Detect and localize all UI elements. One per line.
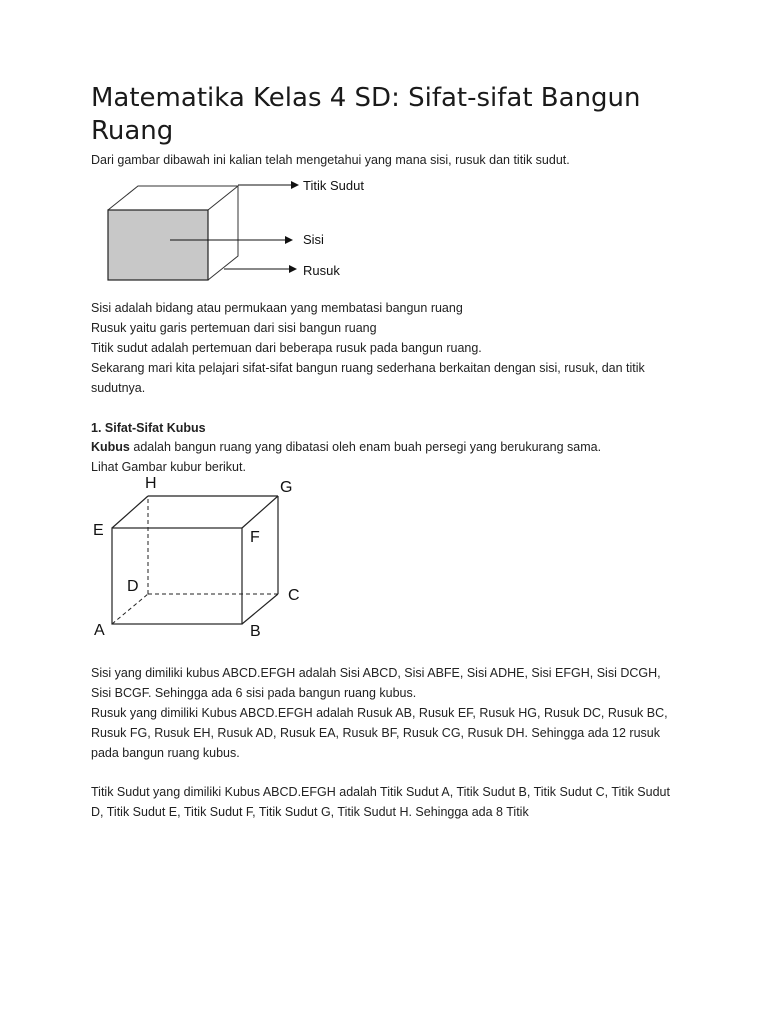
- titik-sudut-paragraph: Titik Sudut yang dimiliki Kubus ABCD.EFGH adalah Titik Sudut A, Titik Sudut B, Titik Sudut C, Titik Sudut D, Titik Sudut E, Titik Sudut F, Titik Sudut G, Titik Sudut H. Sehingga ada 8 Titik: [91, 785, 670, 819]
- label-titik-sudut: Titik Sudut: [303, 178, 364, 193]
- kubus-bold: Kubus: [91, 440, 130, 454]
- edge-eh: [112, 496, 148, 528]
- vertex-label-c: C: [288, 587, 300, 604]
- def-sekarang: Sekarang mari kita pelajari sifat-sifat bangun ruang sederhana berkaitan dengan sisi, rusuk, dan titik sudutnya.: [91, 361, 645, 395]
- vertex-label-b: B: [250, 623, 261, 640]
- cube-parts-diagram: [100, 176, 400, 286]
- vertex-label-g: G: [280, 479, 293, 496]
- edge-ad: [112, 594, 148, 624]
- cube-abcd-efgh-diagram: [90, 476, 320, 641]
- def-titik-sudut: Titik sudut adalah pertemuan dari beberapa rusuk pada bangun ruang.: [91, 341, 482, 355]
- intro-text: Dari gambar dibawah ini kalian telah mengetahui yang mana sisi, rusuk dan titik sudut.: [91, 153, 570, 167]
- section-heading-kubus: 1. Sifat-Sifat Kubus: [91, 421, 206, 435]
- vertex-label-h: H: [145, 475, 157, 492]
- kubus-text: adalah bangun ruang yang dibatasi oleh enam buah persegi yang berukurang sama.: [129, 440, 602, 454]
- vertex-label-d: D: [127, 578, 139, 595]
- rusuk-paragraph: Rusuk yang dimiliki Kubus ABCD.EFGH adalah Rusuk AB, Rusuk EF, Rusuk HG, Rusuk DC, Rusuk BC, Rusuk FG, Rusuk EH, Rusuk AD, Rusuk EA, Rusuk BF, Rusuk CG, Rusuk DH. Sehingga ada 12 rusuk pada bangun ruang kubus.: [91, 706, 668, 760]
- label-rusuk: Rusuk: [303, 263, 340, 278]
- page-title: Matematika Kelas 4 SD: Sifat-sifat Bangun Ruang: [91, 83, 641, 146]
- edge-fg: [242, 496, 278, 528]
- def-sisi: Sisi adalah bidang atau permukaan yang membatasi bangun ruang: [91, 301, 463, 315]
- cube1-top-right-edge: [208, 186, 238, 210]
- label-sisi: Sisi: [303, 232, 324, 247]
- lihat-gambar: Lihat Gambar kubur berikut.: [91, 460, 246, 474]
- vertex-label-e: E: [93, 522, 104, 539]
- cube1-front-face: [108, 210, 208, 280]
- edge-bc: [242, 594, 278, 624]
- sisi-paragraph: Sisi yang dimiliki kubus ABCD.EFGH adalah Sisi ABCD, Sisi ABFE, Sisi ADHE, Sisi EFGH, Sisi DCGH, Sisi BCGF. Sehingga ada 6 sisi pada bangun ruang kubus.: [91, 666, 661, 700]
- kubus-definition: [91, 437, 691, 457]
- vertex-label-f: F: [250, 529, 260, 546]
- face-abfe: [112, 528, 242, 624]
- def-rusuk: Rusuk yaitu garis pertemuan dari sisi bangun ruang: [91, 321, 377, 335]
- vertex-label-a: A: [94, 622, 105, 639]
